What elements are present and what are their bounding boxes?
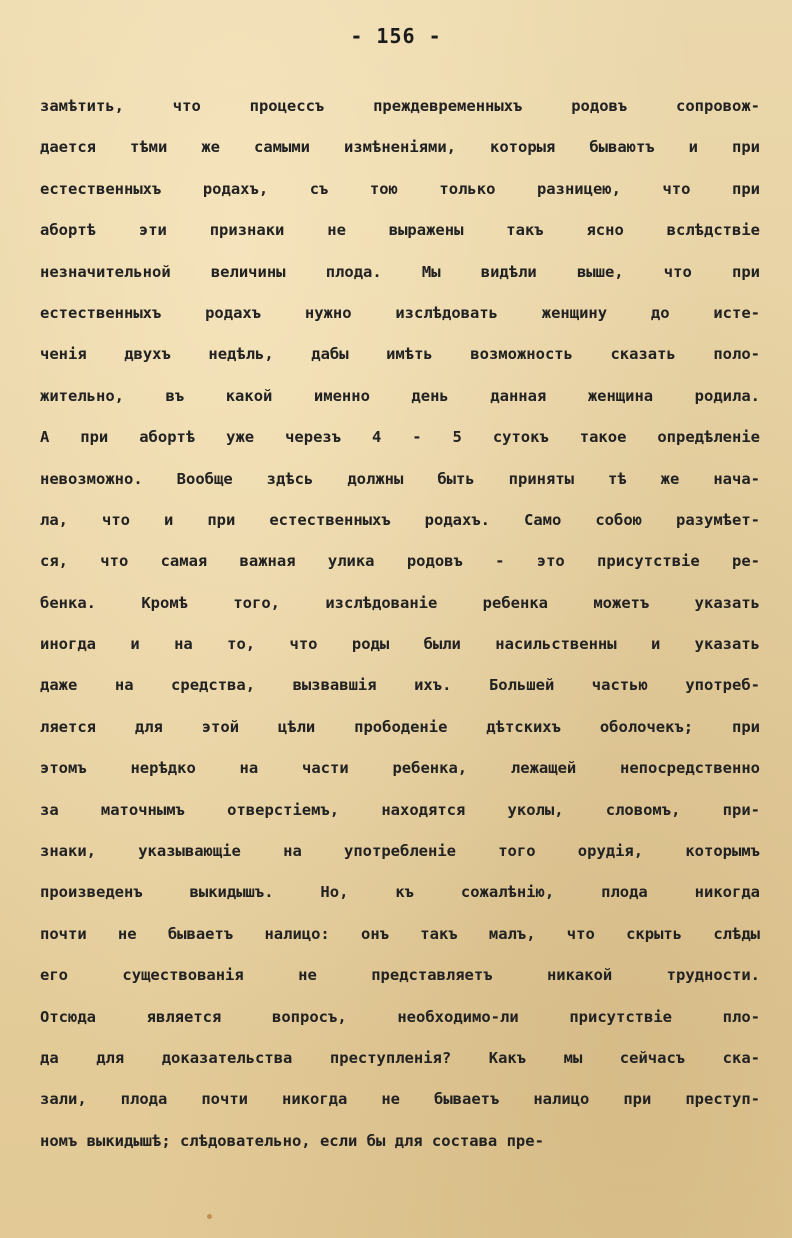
text-line: ляется для этой цѣли прободеніе дѣтскихъ оболочекъ; при — [40, 717, 760, 736]
body-text — [40, 86, 760, 1162]
text-line: произведенъ выкидышъ. Но, къ сожалѣнію, плода никогда — [40, 883, 760, 902]
text-line: естественныхъ родахъ, съ тою только разницею, что при — [40, 179, 760, 198]
text-line: абортѣ эти признаки не выражены такъ ясно вслѣдствіе — [40, 221, 760, 240]
text-line: его существованія не представляетъ никакой трудности. — [40, 966, 760, 985]
text-line: А при абортѣ уже черезъ 4 - 5 сутокъ такое опредѣленіе — [40, 428, 760, 447]
text-line: этомъ нерѣдко на части ребенка, лежащей непосредственно — [40, 759, 760, 778]
text-line: бенка. Кромѣ того, изслѣдованіе ребенка можетъ указать — [40, 593, 760, 612]
text-line: ла, что и при естественныхъ родахъ. Само собою разумѣет- — [40, 510, 760, 529]
text-line: иногда и на то, что роды были насильственны и указать — [40, 635, 760, 654]
text-line: незначительной величины плода. Мы видѣли выше, что при — [40, 262, 760, 281]
text-line: невозможно. Вообще здѣсь должны быть приняты тѣ же нача- — [40, 469, 760, 488]
text-line: ченія двухъ недѣль, дабы имѣть возможность сказать поло- — [40, 345, 760, 364]
ink-spot — [207, 1214, 212, 1219]
text-line: естественныхъ родахъ нужно изслѣдовать женщину до исте- — [40, 303, 760, 322]
text-line: Отсюда является вопросъ, необходимо-ли присутствіе пло- — [40, 1007, 760, 1026]
text-line: жительно, въ какой именно день данная женщина родила. — [40, 386, 760, 405]
text-line: зали, плода почти никогда не бываетъ налицо при преступ- — [40, 1090, 760, 1109]
text-line: за маточнымъ отверстіемъ, находятся уколы, словомъ, при- — [40, 800, 760, 819]
text-line: номъ выкидышѣ; слѣдовательно, если бы для состава пре- — [40, 1131, 544, 1150]
text-line: ся, что самая важная улика родовъ - это присутствіе ре- — [40, 552, 760, 571]
text-line: знаки, указывающіе на употребленіе того орудія, которымъ — [40, 842, 760, 861]
text-line: даже на средства, вызвавшія ихъ. Большей частью употреб- — [40, 676, 760, 695]
page-number: - 156 - — [350, 24, 442, 48]
text-line: замѣтить, что процессъ преждевременныхъ родовъ сопровож- — [40, 97, 760, 115]
text-line: да для доказательства преступленія? Какъ мы сейчасъ ска- — [40, 1048, 760, 1067]
text-line: дается тѣми же самыми измѣненіями, которыя бываютъ и при — [40, 138, 760, 157]
text-line: почти не бываетъ налицо: онъ такъ малъ, что скрыть слѣды — [40, 924, 760, 943]
